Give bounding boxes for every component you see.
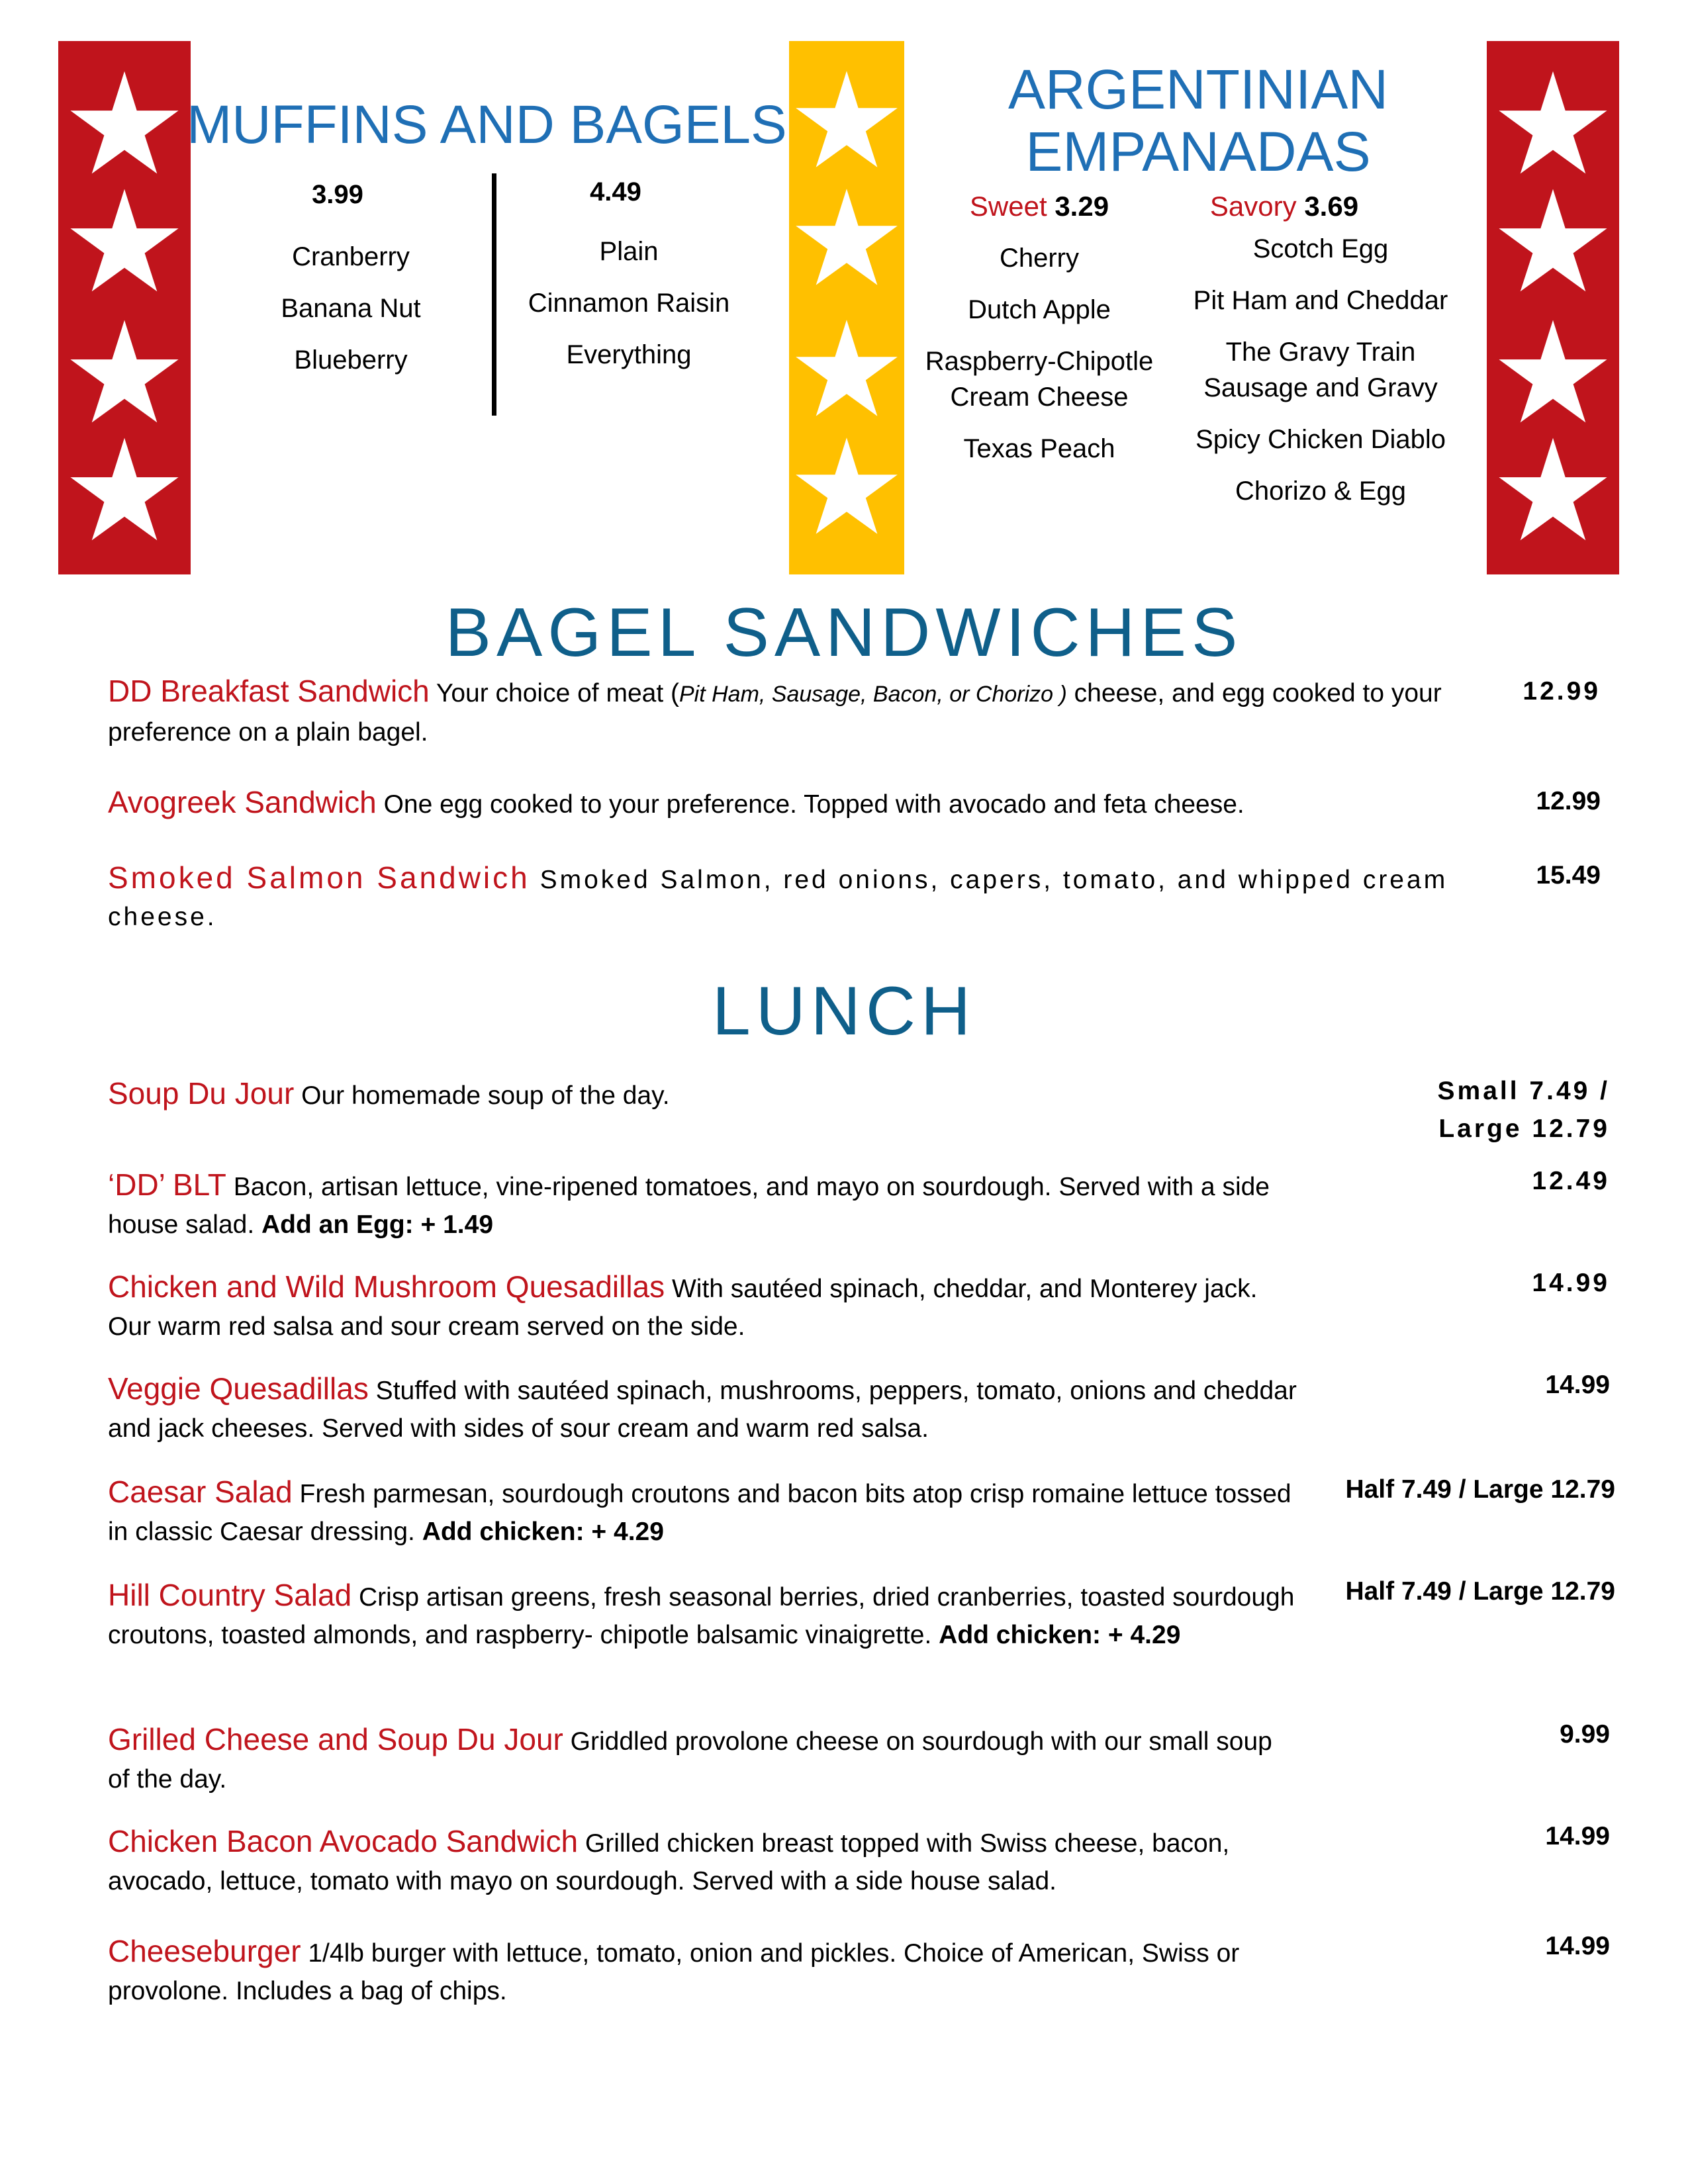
item-name: Veggie Quesadillas <box>108 1371 369 1406</box>
bagel-item: Everything <box>566 340 692 369</box>
item-desc: One egg cooked to your preference. Topped with avocado and feta cheese. <box>376 790 1244 819</box>
menu-item <box>108 784 1299 823</box>
savory-item: Scotch Egg <box>1252 234 1389 263</box>
lunch-title: LUNCH <box>712 973 976 1050</box>
item-price: Half 7.49 / Large 12.79 <box>1345 1475 1615 1504</box>
bagel-item: Plain <box>599 237 659 266</box>
item-name: Hill Country Salad <box>108 1578 352 1612</box>
item-price <box>1324 1072 1610 1148</box>
item-desc: Smoked Salmon, red onions, capers, tomato, and whipped cream cheese. <box>108 866 1448 931</box>
sweet-header <box>907 191 1172 222</box>
savory-header <box>1178 191 1390 222</box>
center-gold-banner <box>789 41 904 574</box>
star-icon <box>68 435 181 543</box>
star-icon <box>794 318 900 418</box>
savory-label: Savory <box>1209 191 1297 222</box>
item-price: 14.99 <box>1532 1269 1610 1297</box>
item-desc: Bacon, artisan lettuce, vine-ripened tomatoes, and mayo on sourdough. Served with a side house salad. <box>108 1173 1270 1239</box>
item-name: Cheeseburger <box>108 1934 301 1968</box>
empanadas-title-line1: ARGENTINIAN <box>1008 58 1389 120</box>
savory-item: Sausage and Gravy <box>1203 373 1438 402</box>
menu-item <box>108 1473 1299 1551</box>
savory-item: Pit Ham and Cheddar <box>1193 286 1448 315</box>
star-icon <box>1497 435 1609 543</box>
menu-item <box>108 1075 1366 1115</box>
star-icon <box>68 318 181 425</box>
menu-item <box>108 1933 1299 2010</box>
item-addon: Add an Egg: + 1.49 <box>261 1210 494 1239</box>
sweet-item: Cherry <box>999 244 1080 273</box>
item-desc: Fresh parmesan, sourdough croutons and bacon bits atop crisp romaine lettuce tossed in classic Caesar dressing. <box>108 1480 1291 1546</box>
item-name: Chicken and Wild Mushroom Quesadillas <box>108 1269 665 1304</box>
item-desc: Stuffed with sautéed spinach, mushrooms, peppers, tomato, onions and cheddar and jack cheeses. Served with sides of sour cream and warm red salsa. <box>108 1377 1297 1443</box>
muffins-divider <box>492 173 496 416</box>
item-name: Soup Du Jour <box>108 1076 295 1111</box>
menu-item <box>108 1721 1299 1798</box>
item-price: Half 7.49 / Large 12.79 <box>1345 1577 1615 1606</box>
star-icon <box>68 187 181 294</box>
item-name: DD Breakfast Sandwich <box>108 674 430 708</box>
item-price: 9.99 <box>1560 1720 1610 1749</box>
item-desc-italic: Pit Ham, Sausage, Bacon, or Chorizo ) <box>679 682 1067 707</box>
star-icon <box>1497 69 1609 176</box>
item-desc: cheese, and egg cooked to your preference on a plain bagel. <box>108 679 1442 747</box>
muffin-item: Cranberry <box>292 242 410 271</box>
muffins-col2-price: 4.49 <box>590 177 641 206</box>
right-red-banner <box>1487 41 1619 574</box>
item-price: 14.99 <box>1545 1932 1610 1960</box>
savory-item: The Gravy Train <box>1225 338 1416 367</box>
menu-item <box>108 1268 1273 1345</box>
item-price: 12.99 <box>1536 787 1601 815</box>
menu-item <box>108 1823 1299 1900</box>
price-large: Large 12.79 <box>1438 1115 1610 1143</box>
menu-item <box>108 859 1458 936</box>
item-price: 12.99 <box>1523 677 1601 705</box>
muffins-bagels-title: MUFFINS AND BAGELS <box>187 95 787 155</box>
muffins-col1-price: 3.99 <box>312 180 363 209</box>
item-desc: Crisp artisan greens, fresh seasonal berries, dried cranberries, toasted sourdough croutons, toasted almonds, and raspberry- chipotle balsamic vinaigrette. <box>108 1583 1295 1649</box>
item-price: 14.99 <box>1545 1822 1610 1850</box>
empanadas-title-line2: EMPANADAS <box>1025 120 1371 183</box>
sweet-item: Texas Peach <box>963 434 1115 463</box>
savory-item: Spicy Chicken Diablo <box>1196 425 1446 454</box>
item-addon: Add chicken: + 4.29 <box>939 1621 1181 1649</box>
item-price: 14.99 <box>1545 1371 1610 1399</box>
sweet-item: Dutch Apple <box>968 295 1111 324</box>
item-price: 12.49 <box>1532 1167 1610 1195</box>
savory-price: 3.69 <box>1304 191 1359 222</box>
bagel-item: Cinnamon Raisin <box>528 289 730 318</box>
item-desc: With sautéed spinach, cheddar, and Monterey jack. Our warm red salsa and sour cream served on the side. <box>108 1275 1258 1341</box>
item-name: Chicken Bacon Avocado Sandwich <box>108 1824 579 1858</box>
menu-item <box>108 1576 1306 1654</box>
muffin-item: Blueberry <box>294 345 408 375</box>
star-icon <box>794 435 900 536</box>
bagel-sandwiches-title: BAGEL SANDWICHES <box>445 594 1243 671</box>
item-desc: 1/4lb burger with lettuce, tomato, onion and pickles. Choice of American, Swiss or provolone. Includes a bag of chips. <box>108 1939 1240 2005</box>
star-icon <box>1497 187 1609 294</box>
item-desc: Our homemade soup of the day. <box>294 1081 670 1110</box>
empanadas-title <box>940 58 1456 183</box>
item-addon: Add chicken: + 4.29 <box>422 1518 664 1546</box>
menu-item <box>108 1166 1299 1244</box>
muffin-item: Banana Nut <box>281 294 421 323</box>
star-icon <box>794 187 900 287</box>
item-desc: Your choice of meat ( <box>429 679 679 707</box>
item-price: 15.49 <box>1536 861 1601 889</box>
star-icon <box>68 69 181 176</box>
item-desc: Grilled chicken breast topped with Swiss cheese, bacon, avocado, lettuce, tomato with mayo on sourdough. Served with a side house salad. <box>108 1829 1230 1895</box>
item-desc: Griddled provolone cheese on sourdough with our small soup of the day. <box>108 1727 1272 1794</box>
sweet-item: Raspberry-Chipotle <box>925 347 1154 376</box>
item-name: ‘DD’ BLT <box>108 1167 226 1202</box>
sweet-label: Sweet <box>969 191 1047 222</box>
left-red-banner <box>58 41 191 574</box>
item-name: Smoked Salmon Sandwich <box>108 860 530 895</box>
sweet-price: 3.29 <box>1055 191 1109 222</box>
star-icon <box>1497 318 1609 425</box>
price-small: Small 7.49 / <box>1437 1077 1610 1105</box>
star-icon <box>794 69 900 169</box>
item-name: Caesar Salad <box>108 1475 293 1509</box>
menu-item <box>108 672 1458 751</box>
savory-item: Chorizo & Egg <box>1235 477 1406 506</box>
item-name: Avogreek Sandwich <box>108 785 377 819</box>
menu-item <box>108 1370 1299 1447</box>
item-name: Grilled Cheese and Soup Du Jour <box>108 1722 563 1756</box>
sweet-item: Cream Cheese <box>950 383 1129 412</box>
